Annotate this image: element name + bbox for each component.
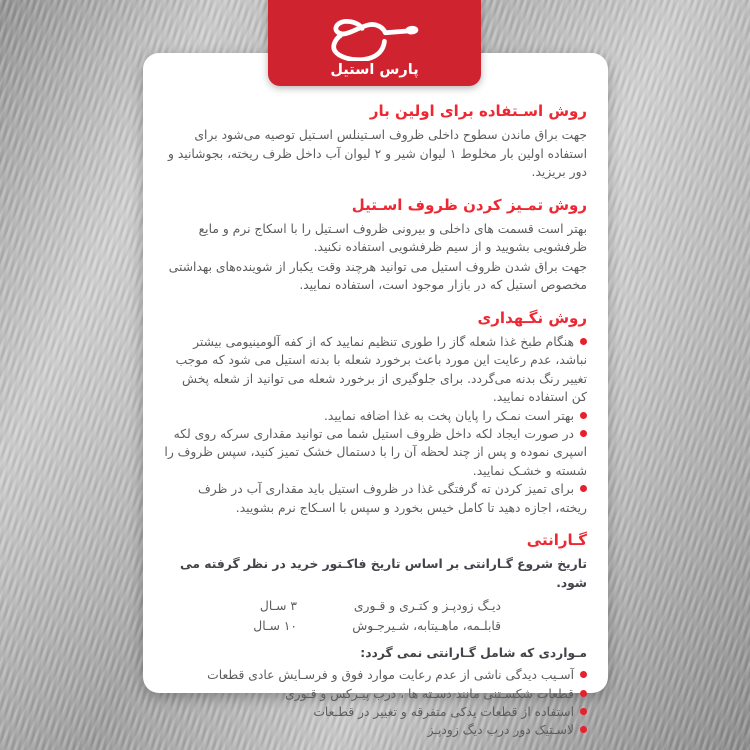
bullet-text: بهتر است نمـک را پایان پخت به غذا اضافه نمایید.: [323, 408, 574, 423]
bullet-dot-icon: [580, 671, 587, 678]
first-use-paragraph: جهت براق ماندن سطوح داخلی ظروف اسـتینلس اسـتیل توصیه می‌شود برای استفاده اولین بار مخلوط ۱ لیوان شیر و ۲ لیوان آب داخل ظرف ریخته، بجوشانید و دور بریزید.: [167, 128, 587, 180]
section-heading-cleaning: روش تمـیز کردن ظروف اسـتیل: [351, 195, 587, 214]
section-heading-first-use: روش اسـتفاده برای اولین بار: [369, 102, 587, 120]
warranty-table: [164, 597, 501, 636]
bullet-text: آسـیب دیدگی ناشی از عدم رعایت موارد فوق و فرسـایش عادی قطعات: [207, 668, 574, 683]
bullet-dot-icon: [580, 430, 587, 437]
bullet-dot-icon: [580, 708, 587, 715]
cleaning-paragraph-2: جهت براق شدن ظروف استیل می توانید هرچند وقت یکبار از شوینده‌های بهداشتی مخصوص استیل که در بازار موجود است، استفاده نمایید.: [168, 259, 587, 293]
bullet-dot-icon: [580, 485, 587, 492]
brand-name: پارس استیل: [330, 61, 419, 78]
bullet-dot-icon: [580, 412, 587, 419]
bullet-dot-icon: [580, 726, 587, 733]
warranty-exclusions-title: مـواردی که شامل گـارانتی نمی گردد:: [360, 645, 587, 660]
brand-logo-badge: [268, 0, 481, 86]
bullet-text: در صورت ایجاد لکه داخل ظروف استیل شما می توانید مقداری سرکه روی لکه اسپری نموده و پس از چند لحظه آن را با دستمال خشک تمیز کنید، سپس ظروف را شسته و خشـک نمایید.: [164, 427, 587, 478]
bullet-dot-icon: [580, 690, 587, 697]
bullet-text: قطعات شکسـتنی مانند دسـته ها ، درب پیـرکس و قـوری: [285, 686, 574, 701]
exclusion-bullet-3: [164, 703, 587, 721]
bullet-text: استفاده از قطعات یدکی متفرقه و تغییر در قطـعات: [313, 704, 574, 719]
section-heading-warranty: گـارانتی: [526, 531, 587, 550]
maintenance-bullet-3: [164, 425, 587, 480]
exclusion-bullet-1: [164, 666, 587, 684]
bullet-dot-icon: [580, 338, 587, 345]
cleaning-paragraph-1: بهتر است قسمت های داخلی و بیرونی ظروف اسـتیل را با اسکاج نرم و مایع ظرفشویی بشویید و از سیم ظرفشویی استفاده نکنید.: [198, 221, 587, 255]
maintenance-bullet-4: [164, 480, 587, 517]
bullet-text: هنگام طبخ غذا شعله گاز را طوری تنظیم نمایید که از کفه آلومینیومی بیشتر نباشد، عدم رعایت این مورد باعث برخورد شعله با بدنه استیل می شود که موجب تغییر رنگ بدنه می‌گردد. برای جلوگیری از برخورد شعله می توانید از شعله پخش کن استفاده نمایید.: [175, 334, 587, 405]
bullet-text: لاسـتیک دور درب دیگ زودپـز: [427, 723, 574, 738]
section-heading-maintenance: روش نگـهداری: [477, 308, 587, 327]
section-cleaning: [164, 195, 587, 295]
warranty-item-2: قابلـمه، ماهـیتابه، شـیرجـوش: [352, 618, 501, 633]
warranty-intro: تاریخ شروع گـارانتی بر اساس تاریخ فاکـتور خرید در نظر گرفته می شود.: [179, 557, 587, 590]
bullet-text: برای تمیز کردن ته گرفتگی غذا در ظروف استیل باید مقداری آب در ظرف ریخته، اجازه دهید تا کامل خیس بخورد و سپس با اسـکاج نرم بشویید.: [198, 482, 587, 515]
pot-icon: [316, 13, 434, 61]
section-warranty: [164, 530, 587, 740]
section-maintenance: [164, 308, 587, 518]
exclusion-bullet-4: [164, 721, 587, 739]
exclusion-bullet-2: [164, 685, 587, 703]
maintenance-bullet-1: [164, 333, 587, 407]
section-first-use: [164, 101, 587, 182]
maintenance-bullet-2: [164, 407, 587, 425]
warranty-item-1: دیـگ زودپـز و کتـری و قـوری: [353, 599, 501, 614]
warranty-value-1: ۳ سـال: [259, 599, 297, 614]
warranty-value-2: ۱۰ سـال: [253, 618, 297, 633]
care-instructions-card: [143, 53, 608, 738]
